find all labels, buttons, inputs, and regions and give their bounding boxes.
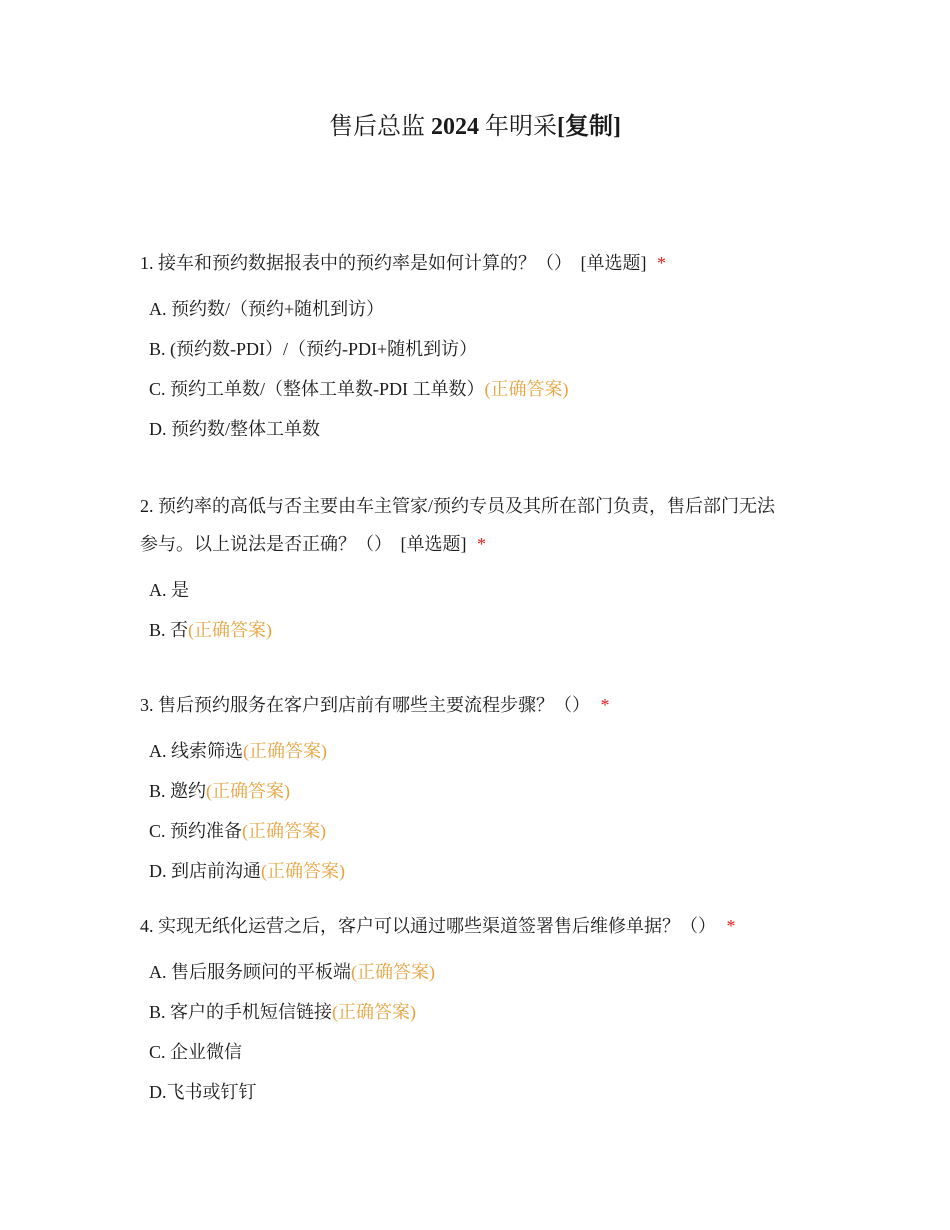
option-label: C. 预约工单数/（整体工单数-PDI 工单数） xyxy=(149,379,485,399)
correct-answer-tag: (正确答案) xyxy=(351,962,435,982)
option-a xyxy=(140,731,820,771)
required-mark: * xyxy=(657,253,666,273)
option-label: B. 否 xyxy=(149,620,189,640)
question-number: 1. xyxy=(140,253,154,273)
option-label: D. 到店前沟通 xyxy=(149,861,261,881)
option-c xyxy=(140,1032,820,1072)
option-c xyxy=(140,369,820,409)
option-d xyxy=(140,1072,820,1112)
question-2 xyxy=(140,487,820,650)
question-type: [单选题] xyxy=(400,534,467,554)
correct-answer-tag: (正确答案) xyxy=(243,741,327,761)
question-stem-line1: 预约率的高低与否主要由车主管家/预约专员及其所在部门负责，售后部门无法 xyxy=(158,496,775,516)
option-label: A. 是 xyxy=(149,580,189,600)
option-b xyxy=(140,610,820,650)
option-label: A. 线索筛选 xyxy=(149,741,243,761)
option-label: D.飞书或钉钉 xyxy=(149,1082,257,1102)
option-b xyxy=(140,992,820,1032)
option-label: C. 预约准备 xyxy=(149,821,243,841)
page-title xyxy=(0,110,950,144)
question-1-text xyxy=(140,244,820,282)
question-stem: 售后预约服务在客户到店前有哪些主要流程步骤？（） xyxy=(158,695,590,715)
correct-answer-tag: (正确答案) xyxy=(261,861,345,881)
option-c xyxy=(140,811,820,851)
option-b xyxy=(140,771,820,811)
question-1 xyxy=(140,244,820,449)
option-label: B. (预约数-PDI）/（预约-PDI+随机到访） xyxy=(149,339,478,359)
question-number: 4. xyxy=(140,916,154,936)
correct-answer-tag: (正确答案) xyxy=(206,781,291,801)
title-part2: 年明采 xyxy=(485,114,557,140)
question-type: [单选题] xyxy=(580,253,647,273)
question-stem-line2: 参与。以上说法是否正确？（） xyxy=(140,534,392,554)
question-stem: 实现无纸化运营之后，客户可以通过哪些渠道签署售后维修单据？（） xyxy=(158,916,716,936)
title-suffix: [复制] xyxy=(557,114,621,140)
option-a xyxy=(140,570,820,610)
option-label: A. 预约数/（预约+随机到访） xyxy=(149,299,385,319)
correct-answer-tag: (正确答案) xyxy=(242,821,327,841)
option-label: B. 客户的手机短信链接 xyxy=(149,1002,333,1022)
option-label: B. 邀约 xyxy=(149,781,207,801)
option-label: C. 企业微信 xyxy=(149,1042,243,1062)
option-label: D. 预约数/整体工单数 xyxy=(149,419,320,439)
question-number: 2. xyxy=(140,496,154,516)
option-label: A. 售后服务顾问的平板端 xyxy=(149,962,351,982)
title-part1: 售后总监 xyxy=(329,114,425,140)
required-mark: * xyxy=(477,534,486,554)
correct-answer-tag: (正确答案) xyxy=(332,1002,417,1022)
option-d xyxy=(140,851,820,891)
option-d xyxy=(140,409,820,449)
required-mark: * xyxy=(726,916,736,936)
question-3-text xyxy=(140,686,820,724)
option-a xyxy=(140,289,820,329)
title-year: 2024 xyxy=(431,114,479,140)
question-stem: 接车和预约数据报表中的预约率是如何计算的？（） xyxy=(158,253,572,273)
question-4-text xyxy=(140,907,820,945)
question-3 xyxy=(140,686,820,891)
question-2-text xyxy=(140,487,820,563)
correct-answer-tag: (正确答案) xyxy=(188,620,273,640)
correct-answer-tag: (正确答案) xyxy=(484,379,569,399)
required-mark: * xyxy=(600,695,610,715)
question-number: 3. xyxy=(140,695,154,715)
option-b xyxy=(140,329,820,369)
question-4 xyxy=(140,907,820,1112)
option-a xyxy=(140,952,820,992)
